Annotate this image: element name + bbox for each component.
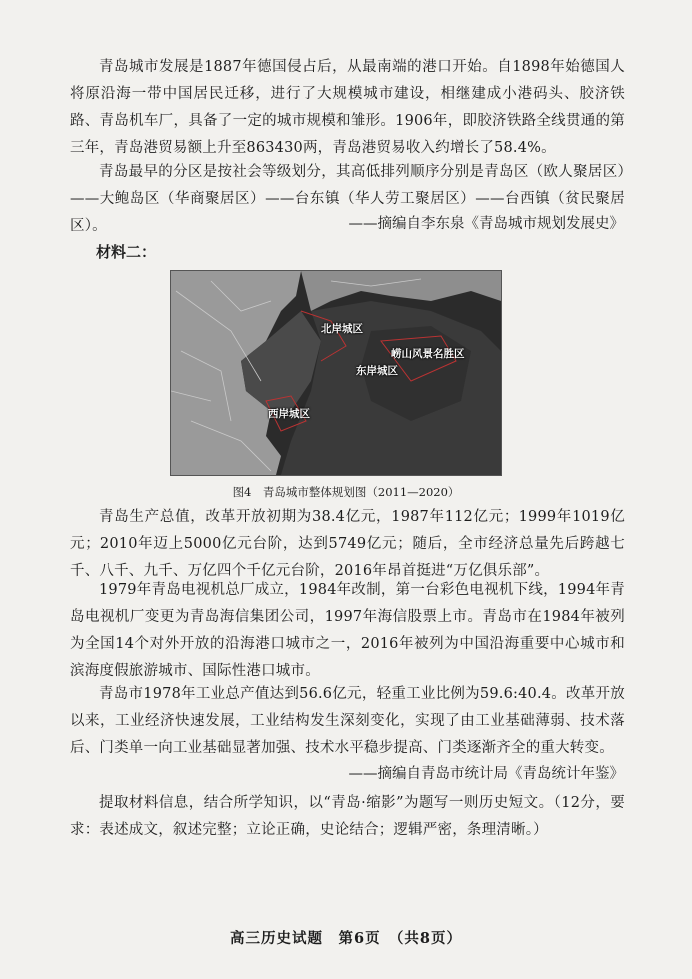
map-label-west: 西岸城区 (268, 408, 310, 420)
material1-paragraph-2: 青岛最早的分区是按社会等级划分，其高低排列顺序分别是青岛区（欧人聚居区）——大鲍岛区（华商聚居区）——台东镇（华人劳工聚居区）——台西镇（贫民聚居区）。 (70, 164, 625, 234)
page-footer: 高三历史试题 第6页 （共8页） (230, 930, 462, 947)
material2-paragraph-1: 青岛生产总值，改革开放初期为38.4亿元，1987年112亿元；1999年1019亿元；2010年迈上5000亿元台阶，达到5749亿元；随后，全市经济总量先后跨越七千、八千、九千、万亿四个千亿元台阶，2016年昂首挺进“万亿俱乐部”。 (70, 509, 625, 579)
city-plan-map (170, 270, 502, 476)
question-text: 提取材料信息，结合所学知识，以“青岛·缩影”为题写一则历史短文。（12分，要求：表述成文，叙述完整；立论正确，史论结合；逻辑严密，条理清晰。） (70, 795, 625, 838)
material2-paragraph-2: 1979年青岛电视机总厂成立，1984年改制，第一台彩色电视机下线，1994年青岛电视机厂变更为青岛海信集团公司，1997年海信股票上市。青岛市在1984年被列为全国14个对外开放的沿海港口城市之一，2016年被列为中国沿海重要中心城市和滨海度假旅游城市、国际性港口城市。 (70, 582, 625, 679)
figure-caption: 图4 青岛城市整体规划图（2011—2020） (232, 485, 460, 499)
material1-paragraph-1: 青岛城市发展是1887年德国侵占后，从最南端的港口开始。自1898年始德国人将原沿海一带中国居民迁移，进行了大规模城市建设，相继建成小港码头、胶济铁路、青岛机车厂，具备了一定的城市规模和雏形。1906年，即胶济铁路全线贯通的第三年，青岛港贸易额上升至863430两，青岛港贸易收入约增长了58.4%。 (70, 59, 625, 156)
material1-source: ——摘编自李东泉《青岛城市规划发展史》 (348, 216, 624, 232)
map-graphic (171, 271, 501, 475)
map-label-east: 东岸城区 (356, 365, 398, 377)
map-label-north: 北岸城区 (321, 323, 363, 335)
material2-paragraph-3: 青岛市1978年工业总产值达到56.6亿元，轻重工业比例为59.6:40.4。改革开放以来，工业经济快速发展，工业结构发生深刻变化，实现了由工业基础薄弱、技术落后、门类单一向工业基础显著加强、技术水平稳步提高、门类逐渐齐全的重大转变。 (70, 686, 625, 756)
material2-source: ——摘编自青岛市统计局《青岛统计年鉴》 (348, 766, 624, 782)
material2-label: 材料二： (96, 243, 157, 261)
map-label-laoshan: 崂山风景名胜区 (391, 348, 465, 360)
